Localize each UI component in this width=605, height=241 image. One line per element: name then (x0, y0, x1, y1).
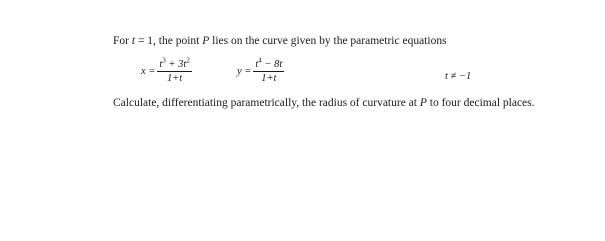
problem-question (113, 97, 535, 109)
intro-variable: t (131, 35, 136, 47)
intro-value: = 1, the point (135, 35, 203, 47)
question-prefix: Calculate, differentiating parametrically, the radius of curvature at (113, 97, 420, 109)
y-denominator: 1+t (261, 73, 277, 84)
intro-prefix: For (113, 35, 132, 47)
x-fraction (157, 58, 191, 85)
intro-suffix: lies on the curve given by the parametric equations (209, 35, 447, 47)
y-numerator: $t^4 - 8t$ (255, 56, 283, 70)
question-point: P (419, 97, 427, 109)
y-equation (237, 58, 284, 85)
problem-intro (113, 35, 447, 47)
domain-constraint: t ≠ −1 (445, 71, 472, 82)
y-lhs: y = (237, 66, 252, 77)
intro-point: P (202, 35, 210, 47)
x-equation (141, 58, 192, 85)
x-denominator: 1+t (166, 73, 183, 84)
y-fraction (253, 58, 284, 85)
x-numerator: $t^3 + 3t^2$ (159, 56, 190, 70)
x-lhs: x = (141, 66, 156, 77)
question-suffix: to four decimal places. (426, 97, 535, 109)
